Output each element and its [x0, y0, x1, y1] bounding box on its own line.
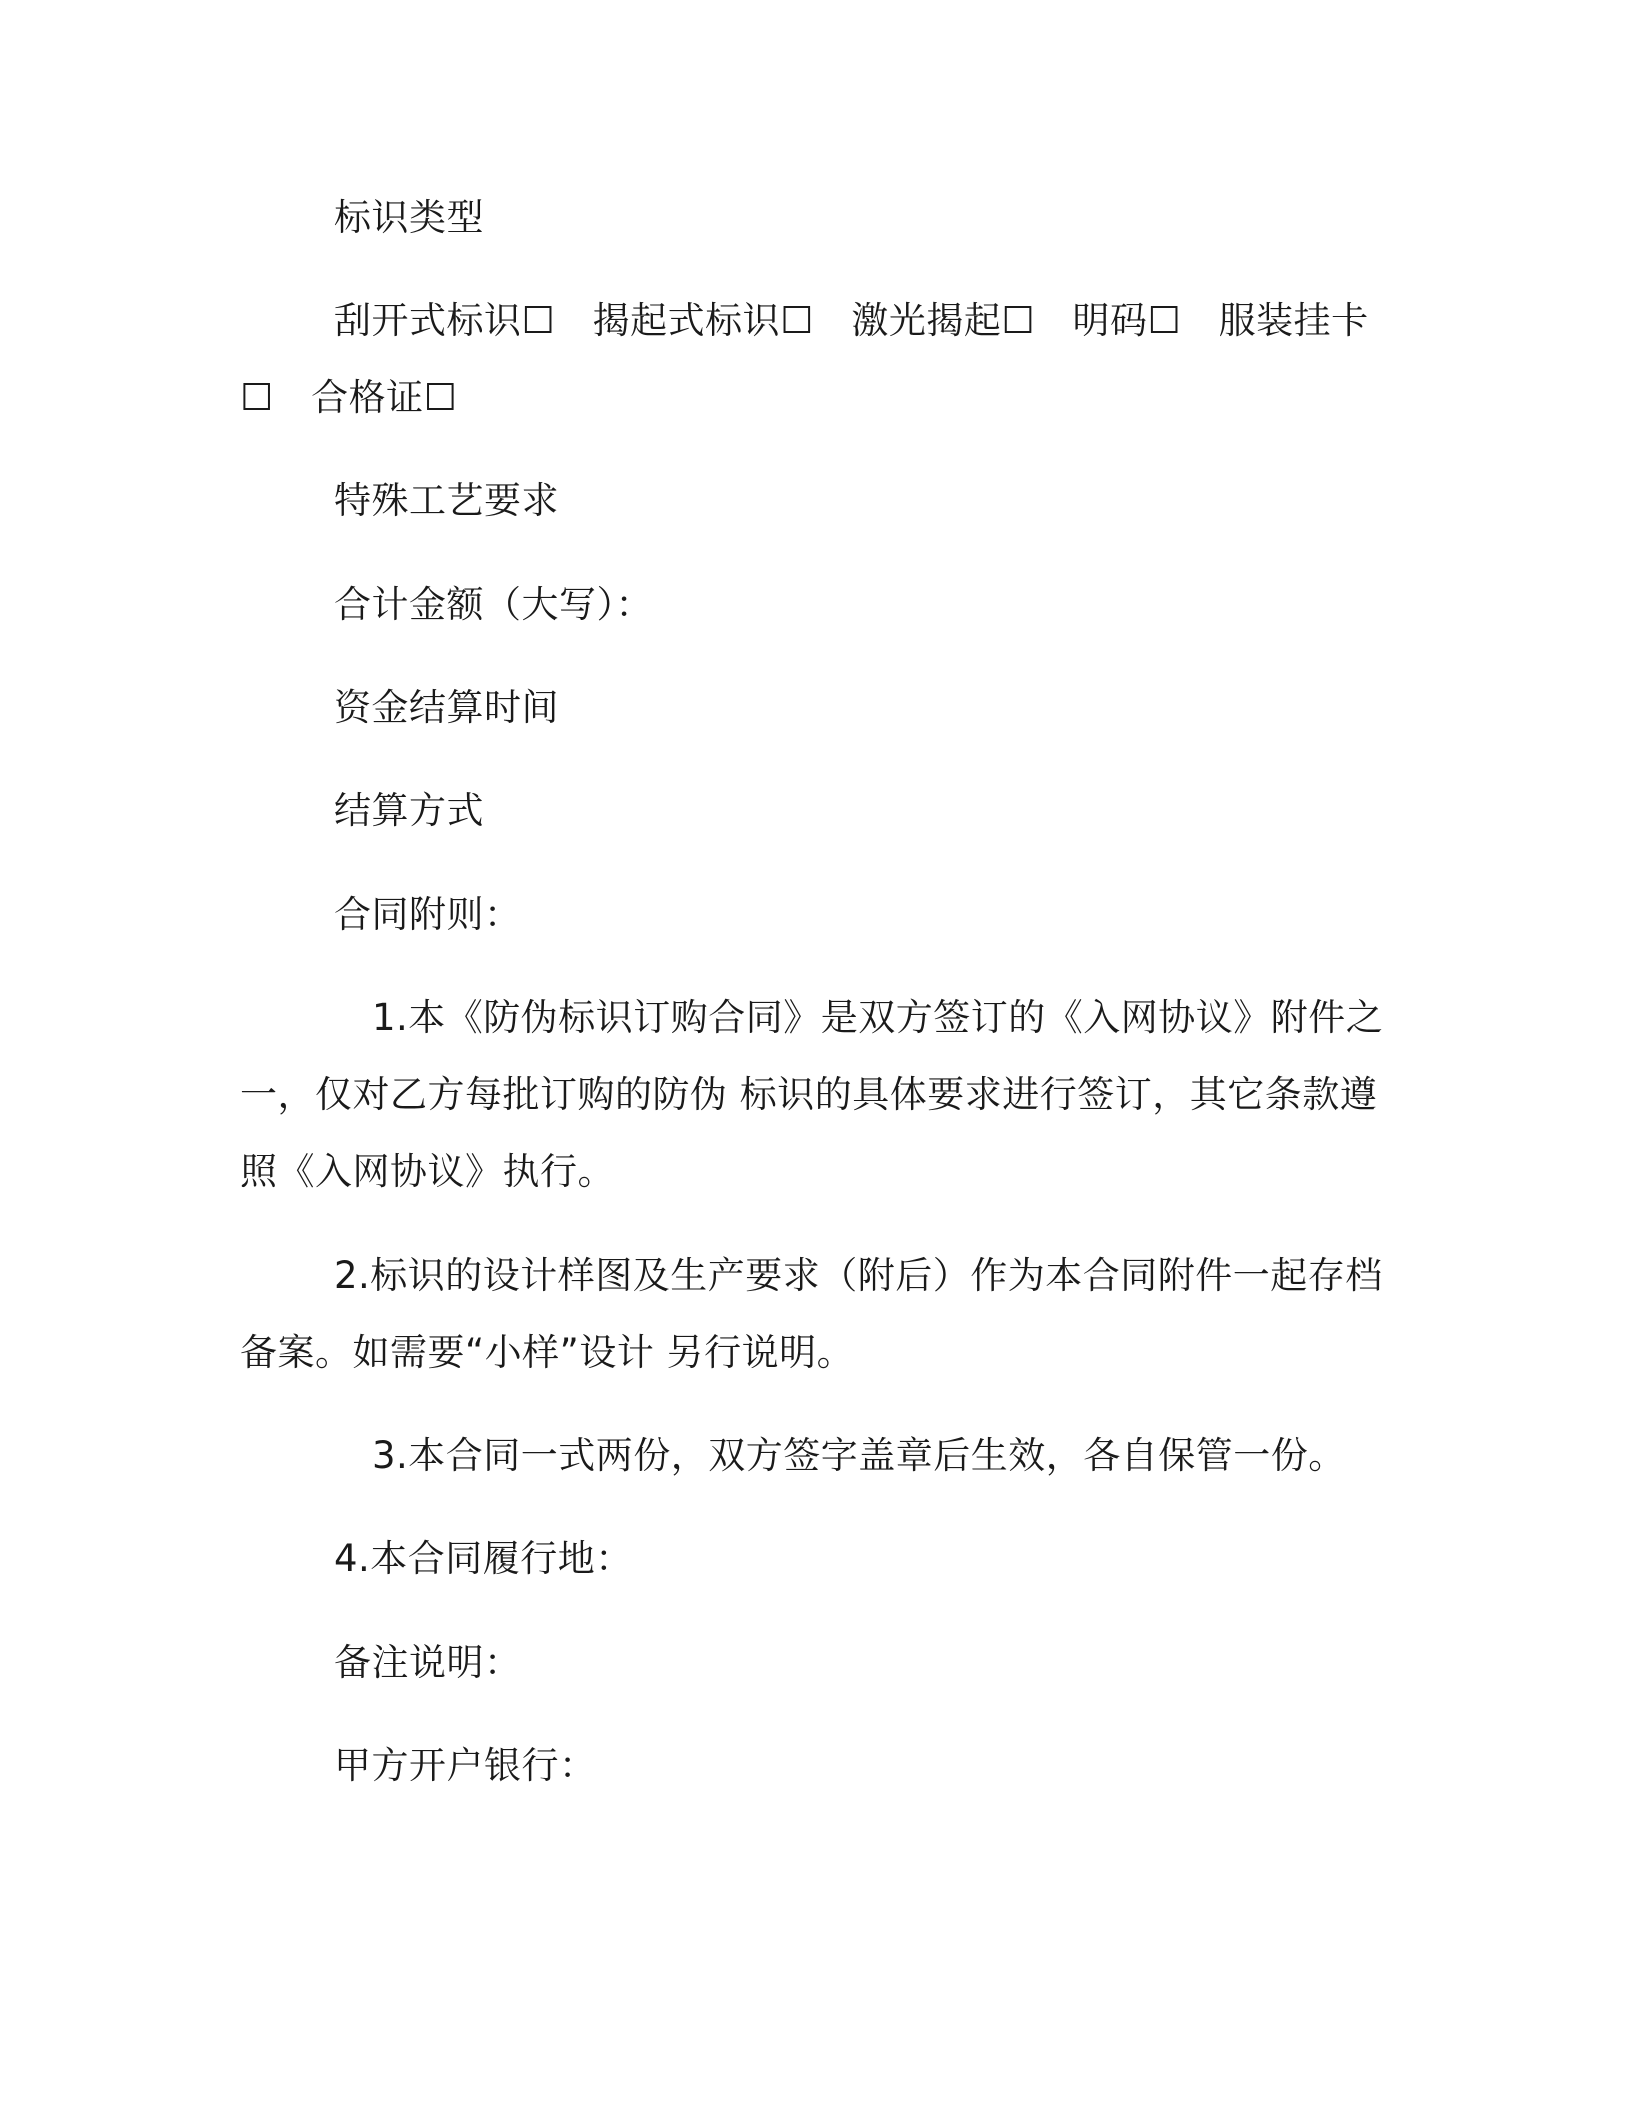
- clause-2-line-2: 备案。如需要“小样”设计 另行说明。: [240, 1331, 855, 1374]
- settlement-method-label: 结算方式: [334, 789, 484, 832]
- remarks-label: 备注说明：: [334, 1641, 522, 1684]
- clause-1-line-1: 1.本《防伪标识订购合同》是双方签订的《入网协议》附件之: [372, 996, 1384, 1039]
- party-a-bank-label: 甲方开户银行：: [334, 1744, 597, 1787]
- mark-type-label: 标识类型: [334, 196, 484, 239]
- mark-options-line-2: ☐ 合格证☐: [240, 376, 458, 419]
- clause-3: 3.本合同一式两份，双方签字盖章后生效，各自保管一份。: [372, 1434, 1346, 1477]
- clause-4: 4.本合同履行地：: [334, 1537, 633, 1580]
- clause-2-line-1: 2.标识的设计样图及生产要求（附后）作为本合同附件一起存档: [334, 1254, 1383, 1297]
- appendix-title: 合同附则：: [334, 893, 522, 936]
- settlement-time-label: 资金结算时间: [334, 686, 559, 729]
- mark-options-line-1: 刮开式标识☐ 揭起式标识☐ 激光揭起☐ 明码☐ 服装挂卡: [334, 299, 1369, 342]
- clause-1-line-2: 一，仅对乙方每批订购的防伪 标识的具体要求进行签订，其它条款遵: [240, 1073, 1378, 1116]
- clause-1-line-3: 照《入网协议》执行。: [240, 1150, 615, 1193]
- special-process-label: 特殊工艺要求: [334, 479, 559, 522]
- total-amount-label: 合计金额（大写）：: [334, 583, 653, 626]
